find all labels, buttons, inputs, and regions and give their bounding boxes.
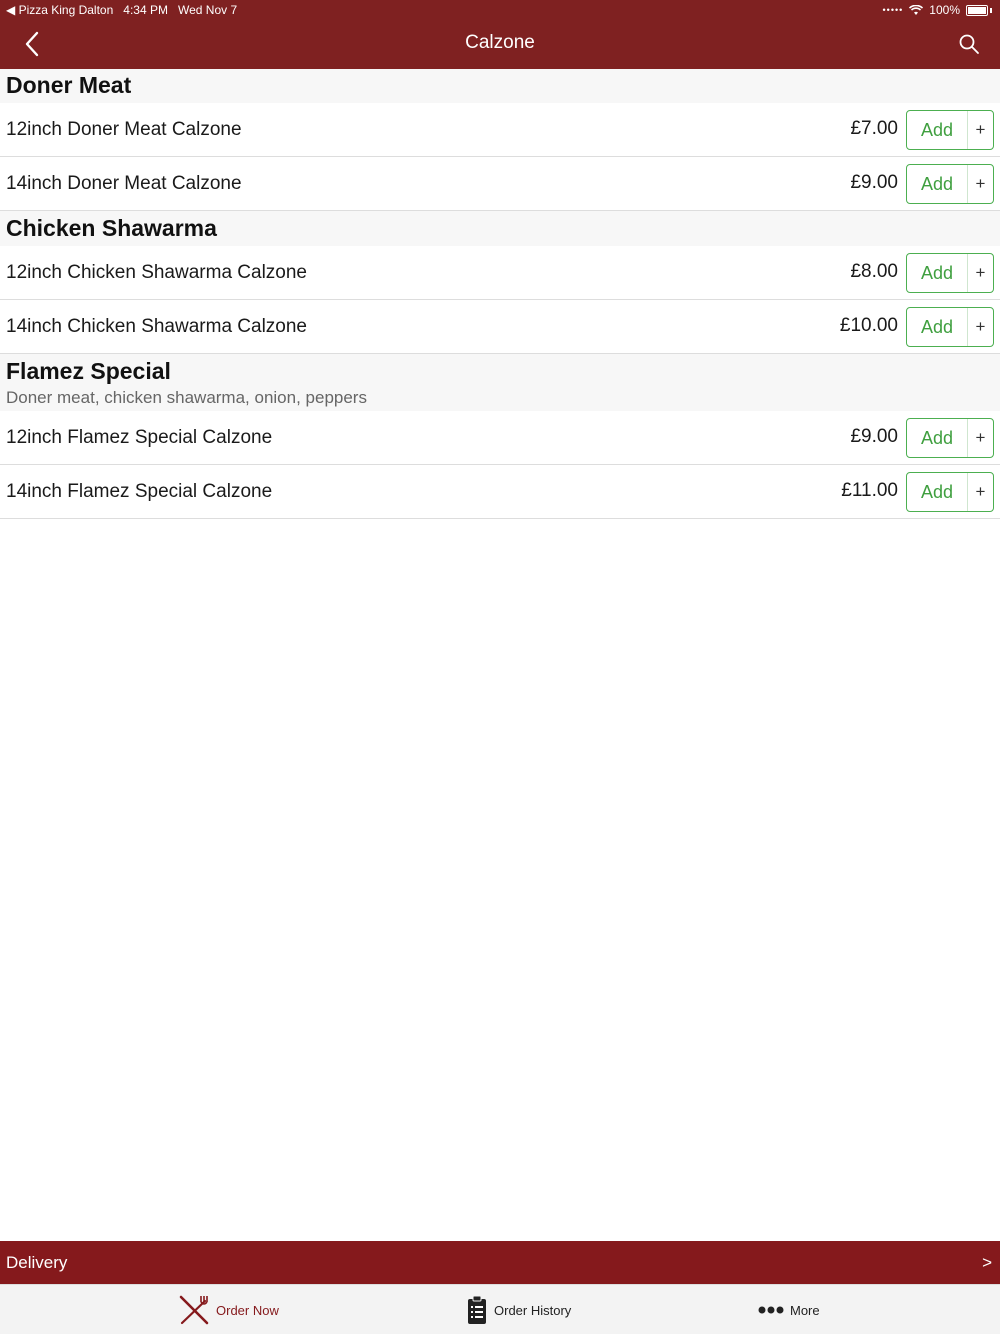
delivery-label: Delivery [6,1253,68,1272]
status-bar [0,0,1000,20]
tab-label: More [790,1302,820,1318]
menu-item-row[interactable] [0,246,1000,300]
item-price: £7.00 [850,118,898,139]
add-label: Add [920,482,954,502]
more-dots-icon [758,1305,784,1315]
chevron-right-icon: > [982,1253,992,1272]
signal-dots-icon: ••••• [882,5,904,15]
item-name: 12inch Chicken Shawarma Calzone [6,262,307,283]
back-to-app-link[interactable]: ◀ Pizza King Dalton [6,3,114,17]
tab-order-history[interactable] [466,1285,571,1334]
add-button[interactable] [906,253,994,293]
plus-icon: + [967,419,993,457]
item-name: 12inch Doner Meat Calzone [6,119,242,140]
menu-list [0,69,1000,519]
delivery-bar[interactable] [0,1241,1000,1284]
fork-knife-icon [178,1294,210,1326]
add-label: Add [920,263,954,283]
section-header-flamez-special [0,354,1000,411]
tab-bar [0,1284,1000,1334]
tab-label: Order Now [216,1302,279,1318]
status-time: 4:34 PM [123,3,168,17]
item-price: £10.00 [839,315,898,336]
add-label: Add [920,174,954,194]
clipboard-list-icon [466,1295,488,1325]
plus-icon: + [967,111,993,149]
plus-icon: + [967,308,993,346]
section-header-chicken-shawarma [0,211,1000,246]
page-title: Calzone [465,32,535,53]
menu-item-row[interactable] [0,157,1000,211]
section-title: Chicken Shawarma [6,215,217,241]
battery-tip [990,8,992,13]
add-button[interactable] [906,472,994,512]
item-price: £9.00 [850,426,898,447]
tab-more[interactable] [758,1285,820,1334]
menu-item-row[interactable] [0,465,1000,519]
section-title: Doner Meat [6,72,132,98]
add-button[interactable] [906,418,994,458]
item-name: 14inch Flamez Special Calzone [6,481,273,502]
navigation-bar [0,20,1000,69]
wifi-icon [909,5,923,16]
section-title: Flamez Special [6,358,171,384]
item-name: 14inch Chicken Shawarma Calzone [6,316,307,337]
add-button[interactable] [906,307,994,347]
add-button[interactable] [906,110,994,150]
add-button[interactable] [906,164,994,204]
add-label: Add [920,428,954,448]
battery-percent: 100% [929,3,960,17]
item-price: £9.00 [850,172,898,193]
tab-label: Order History [494,1302,572,1318]
add-label: Add [920,317,954,337]
section-description: Doner meat, chicken shawarma, onion, peppers [6,388,367,407]
section-header-doner-meat [0,69,1000,103]
plus-icon: + [967,473,993,511]
item-price: £11.00 [841,480,898,501]
menu-item-row[interactable] [0,300,1000,354]
item-name: 14inch Doner Meat Calzone [6,173,242,194]
menu-item-row[interactable] [0,411,1000,465]
menu-item-row[interactable] [0,103,1000,157]
battery-icon [966,5,988,16]
plus-icon: + [967,165,993,203]
item-price: £8.00 [850,261,898,282]
search-icon[interactable] [958,33,980,55]
status-left [6,3,237,17]
plus-icon: + [967,254,993,292]
tab-order-now[interactable] [178,1285,279,1334]
item-name: 12inch Flamez Special Calzone [6,427,273,448]
status-right [883,3,992,17]
add-label: Add [920,120,954,140]
status-date: Wed Nov 7 [177,3,238,17]
